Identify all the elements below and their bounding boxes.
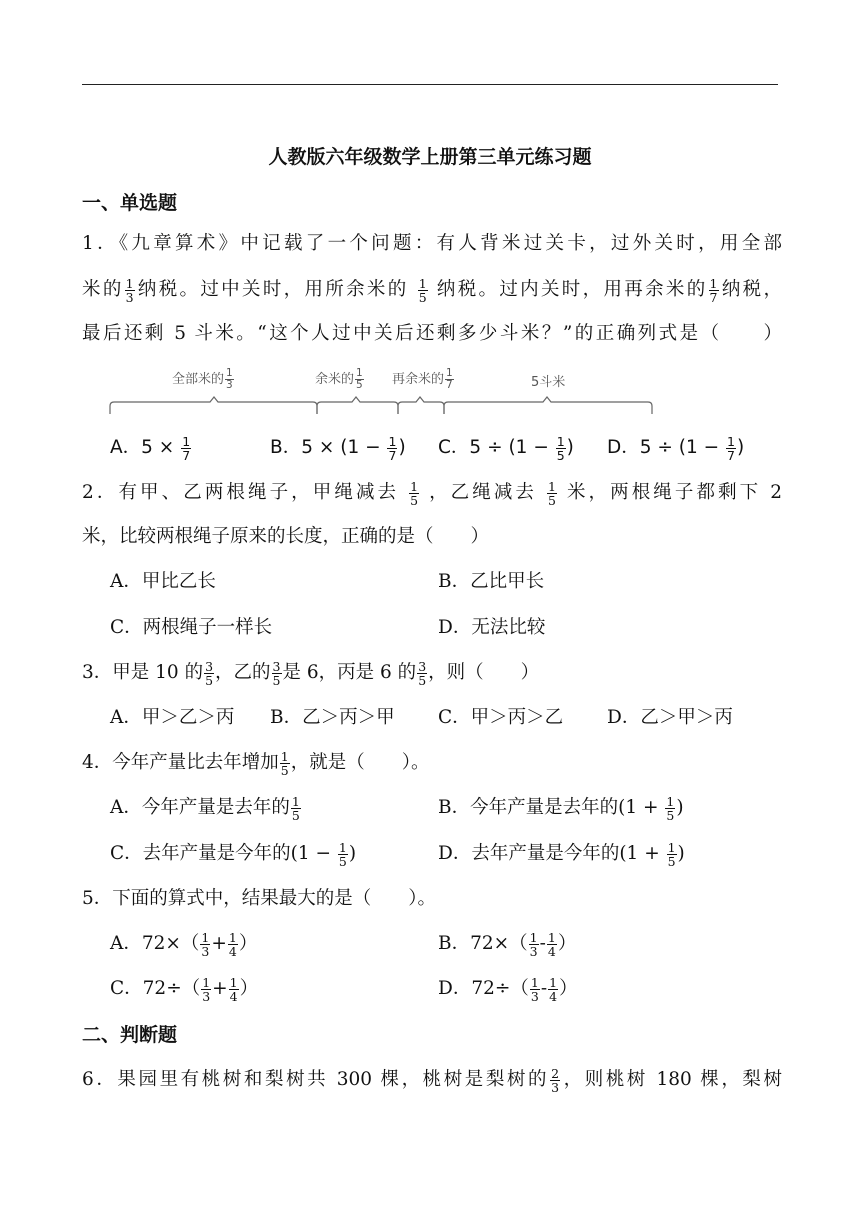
fraction-1-7: $\frac{1}{7}$ <box>709 275 718 305</box>
q4-option-d[interactable]: D．去年产量是今年的(1 + $\frac{1}{5}$ ) <box>438 839 685 869</box>
q2-option-c[interactable]: C．两根绳子一样长 <box>110 617 273 638</box>
q5-option-d[interactable]: D．72÷（ $\frac{1}{3}$ - $\frac{1}{4}$ ） <box>438 974 578 1004</box>
q1-line1: 1．《九章算术》中记载了一个问题：有人背米过关卡，过外关时，用全部 <box>82 233 782 254</box>
q5-line1: 5．下面的算式中，结果最大的是（ ）。 <box>82 888 437 909</box>
q1-option-a[interactable]: A．5 × $\frac{1}{7}$ <box>110 433 191 463</box>
diagram-label-remaining-rice: 余米的 $\frac{1}{5}$ <box>315 367 363 391</box>
q1-text: 纳税。过中关时，用所余米的 <box>135 279 409 300</box>
q2-text: ，乙绳减去 <box>429 482 538 503</box>
q4-line1: 4．今年产量比去年增加 $\frac{1}{5}$ ，就是（ ）。 <box>82 748 430 778</box>
q2-text: 2．有甲、乙两根绳子，甲绳减去 <box>82 482 400 503</box>
fraction-1-3: $\frac{1}{3}$ <box>125 275 134 305</box>
q1-text: 纳税， <box>719 279 782 300</box>
fraction-3-5: $\frac{3}{5}$ <box>418 658 427 688</box>
q3-option-a[interactable]: A．甲＞乙＞丙 <box>110 707 235 728</box>
q1-option-b[interactable]: B．5 × (1 − $\frac{1}{7}$ ) <box>270 433 406 463</box>
fraction-2-3: $\frac{2}{3}$ <box>551 1065 560 1095</box>
q5-option-a[interactable]: A．72×（ $\frac{1}{3}$ + $\frac{1}{4}$ ） <box>110 929 258 959</box>
q4-option-b[interactable]: B．今年产量是去年的(1 + $\frac{1}{5}$ ) <box>438 793 684 823</box>
fraction-3-5: $\frac{3}{5}$ <box>272 658 281 688</box>
section-heading-single-choice: 一、单选题 <box>82 192 178 214</box>
q4-option-c[interactable]: C．去年产量是今年的(1 − $\frac{1}{5}$ ) <box>110 839 357 869</box>
section-heading-true-false: 二、判断题 <box>82 1024 178 1046</box>
diagram-label-all-rice: 全部米的 $\frac{1}{3}$ <box>172 367 233 391</box>
page-title: 人教版六年级数学上册第三单元练习题 <box>268 146 592 168</box>
q1-option-c[interactable]: C．5 ÷ (1 − $\frac{1}{5}$ ) <box>438 433 574 463</box>
q2-option-d[interactable]: D．无法比较 <box>438 617 546 638</box>
q2-option-b[interactable]: B．乙比甲长 <box>438 571 545 592</box>
q3-option-c[interactable]: C．甲＞丙＞乙 <box>438 707 564 728</box>
q5-option-c[interactable]: C．72÷（ $\frac{1}{3}$ + $\frac{1}{4}$ ） <box>110 974 259 1004</box>
q5-option-b[interactable]: B．72×（ $\frac{1}{3}$ - $\frac{1}{4}$ ） <box>438 929 577 959</box>
q1-option-d[interactable]: D．5 ÷ (1 − $\frac{1}{7}$ ) <box>607 433 745 463</box>
q1-text: 纳税。过内关时，用再余米的 <box>436 279 708 300</box>
q2-line1 <box>82 478 782 508</box>
q3-option-b[interactable]: B．乙＞丙＞甲 <box>270 707 395 728</box>
q3-line1: 3．甲是 10 的 $\frac{3}{5}$ ，乙的 $\frac{3}{5}$ 是 6，丙是 6 的 $\frac{3}{5}$ ，则（ ） <box>82 658 540 688</box>
q2-text: 米，两根绳子都剩下 2 <box>566 482 782 503</box>
fraction-3-5: $\frac{3}{5}$ <box>205 658 214 688</box>
diagram-label-remaining-again: 再余米的 $\frac{1}{7}$ <box>392 367 453 391</box>
q2-line2: 米，比较两根绳子原来的长度，正确的是（ ） <box>82 526 490 547</box>
q2-option-a[interactable]: A．甲比乙长 <box>110 571 216 592</box>
q1-text: 米的 <box>82 279 124 300</box>
fraction-1-5: $\frac{1}{5}$ <box>280 748 289 778</box>
fraction-1-5: $\frac{1}{5}$ <box>548 478 556 508</box>
fraction-1-5: $\frac{1}{5}$ <box>418 275 427 305</box>
q4-option-a[interactable]: A．今年产量是去年的 $\frac{1}{5}$ <box>110 793 300 823</box>
q1-line3: 最后还剩 5 斗米。“这个人过中关后还剩多少斗米？”的正确列式是（ ） <box>82 323 782 344</box>
fraction-1-5: $\frac{1}{5}$ <box>410 478 419 508</box>
q6-line1: 6．果园里有桃树和梨树共 300 棵，桃树是梨树的 $\frac{2}{3}$ ，则桃树 180 棵，梨树 <box>82 1065 782 1095</box>
diagram-label-5-dou: 5斗米 <box>531 375 566 390</box>
q3-option-d[interactable]: D．乙＞甲＞丙 <box>607 707 733 728</box>
